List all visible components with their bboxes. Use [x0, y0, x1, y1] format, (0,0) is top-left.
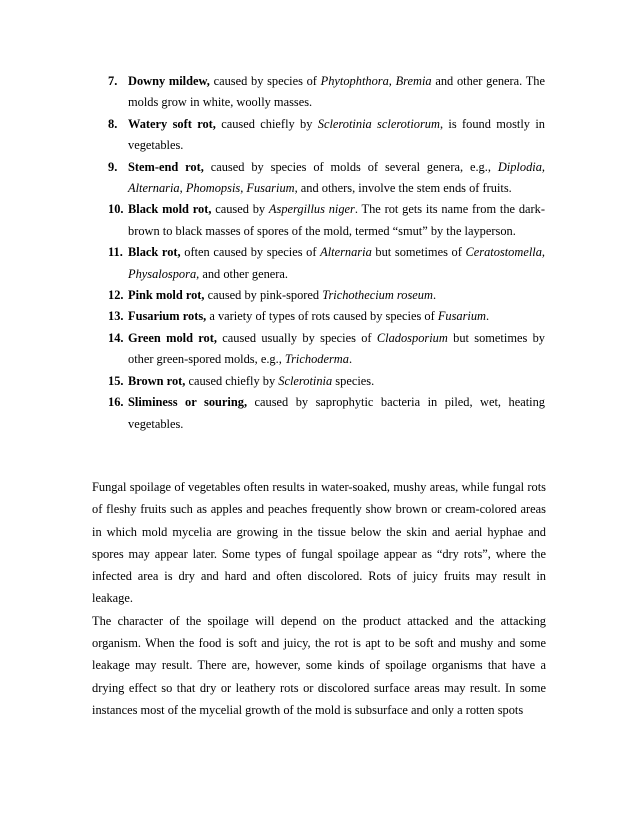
item-organism: Fusarium	[437, 309, 487, 324]
item-text: caused usually by species of	[216, 330, 377, 345]
item-number: 16.	[108, 395, 124, 410]
item-term: Fusarium rots,	[128, 309, 207, 324]
item-text: caused by pink-spored	[204, 288, 323, 303]
item-text: caused chiefly by	[185, 373, 279, 388]
list-item	[108, 306, 545, 327]
item-text: but sometimes by other green-spored molds, e.g.,	[128, 330, 545, 367]
list-item	[108, 328, 545, 371]
item-text: .	[486, 309, 490, 324]
paragraph: Fungal spoilage of vegetables often results in water-soaked, mushy areas, while fungal rots of fleshy fruits such as apples and peaches frequently show brown or cream-colored areas in which mold mycelia are growing in the tissue below the skin and aerial hyphae and spores may appear later. Some types of fungal spoilage appear as “dry rots”, where the infected area is dry and hard and often discolored. Rots of juicy fruits may result in leakage.	[92, 480, 546, 606]
list-item	[108, 114, 545, 157]
item-number: 11.	[108, 245, 123, 260]
body-text	[92, 476, 546, 721]
list-item	[108, 157, 545, 200]
list-item	[108, 242, 545, 285]
item-term: Downy mildew,	[128, 74, 210, 88]
item-organism: Phytophthora, Bremia	[320, 74, 432, 88]
item-organism: Cladosporium	[376, 330, 448, 345]
list-item	[108, 285, 545, 306]
item-term: Green mold rot,	[128, 330, 217, 345]
item-text: caused by species of	[209, 74, 321, 88]
item-text: caused chiefly by	[215, 116, 318, 131]
item-organism: Sclerotinia	[278, 373, 333, 388]
item-term: Black mold rot,	[128, 202, 212, 217]
list-item	[108, 371, 545, 392]
item-organism: Trichoderma	[284, 352, 349, 367]
list-item	[108, 71, 545, 114]
item-text: . The rot gets its name from the dark-brown to black masses of spores of the mold, termed “smut” by the layperson.	[128, 202, 545, 238]
item-term: Stem-end rot,	[128, 159, 204, 174]
item-text: , is found mostly in vegetables.	[128, 116, 545, 153]
item-term: Pink mold rot,	[128, 288, 205, 303]
item-text: caused by species of molds of several genera, e.g.,	[203, 159, 498, 174]
item-text: a variety of types of rots caused by species of	[206, 309, 438, 324]
item-text: and others, involve the stem ends of fruits.	[297, 181, 512, 196]
item-number: 14.	[108, 330, 124, 345]
item-organism: Trichothecium roseum	[322, 288, 433, 303]
item-organism: Ceratostomella, Physalospora,	[128, 245, 546, 281]
item-number: 15.	[108, 373, 124, 388]
item-organism: Aspergillus niger	[268, 202, 355, 217]
item-organism: Diplodia, Alternaria, Phomopsis, Fusarium,	[128, 159, 545, 196]
item-text: species.	[332, 373, 375, 388]
item-number: 12.	[108, 288, 124, 303]
item-organism: Alternaria	[320, 245, 372, 260]
item-term: Sliminess or souring,	[128, 395, 248, 410]
list-item	[108, 392, 545, 435]
item-term: Brown rot,	[128, 373, 186, 388]
item-text: and other genera. The molds grow in white, woolly masses.	[128, 74, 546, 110]
item-term: Black rot,	[128, 245, 181, 260]
item-text: often caused by species of	[180, 245, 321, 260]
item-text: .	[348, 352, 353, 367]
item-organism: Sclerotinia sclerotiorum	[317, 116, 440, 131]
paragraph: The character of the spoilage will depend on the product attacked and the attacking organism. When the food is soft and juicy, the rot is apt to be soft and mushy and some leakage may result. There are, however, some kinds of spoilage organisms that have a drying effect so that dry or leathery rots or discolored surface areas may result. In some instances most of the mycelial growth of the mold is subsurface and only a rotten spots	[92, 613, 546, 717]
item-text: .	[432, 288, 437, 303]
item-term: Watery soft rot,	[128, 116, 216, 131]
spoilage-types-list	[108, 71, 545, 435]
item-number: 9.	[108, 159, 118, 174]
item-text: caused by saprophytic bacteria in piled, wet, heating vegetables.	[128, 395, 545, 431]
item-number: 13.	[108, 309, 124, 324]
list-item	[108, 199, 545, 242]
item-number: 10.	[108, 202, 124, 217]
item-number: 8.	[108, 116, 118, 131]
item-number: 7.	[108, 74, 118, 88]
item-text: but sometimes of	[371, 245, 466, 260]
item-text: caused by	[211, 202, 269, 217]
item-text: and other genera.	[199, 266, 289, 281]
